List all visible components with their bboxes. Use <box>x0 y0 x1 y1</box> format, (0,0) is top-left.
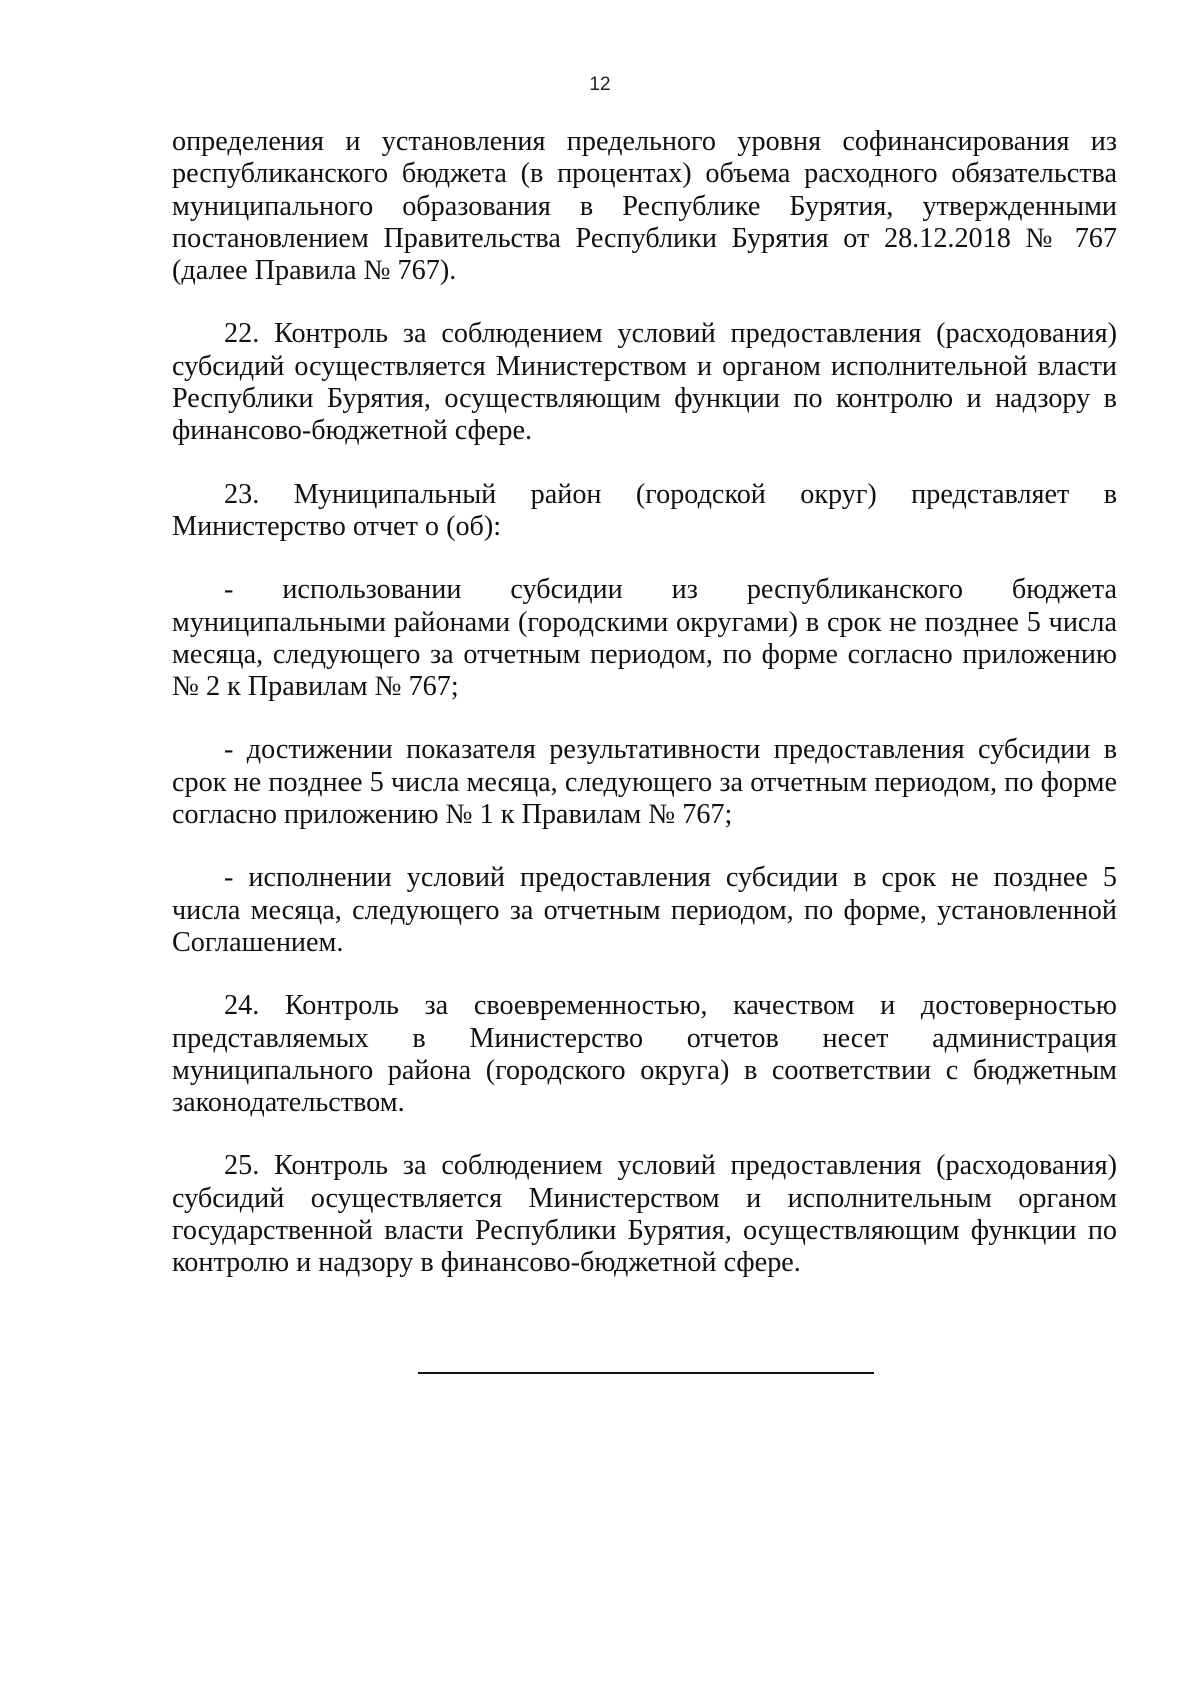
paragraph-item-22: 22. Контроль за соблюдением условий предоставления (расходования) субсидий осуществляется Министерством и органом исполнительной власти Республики Бурятия, осуществляющим функции по контролю и надзору в финансово-бюджетной сфере. <box>172 318 1117 447</box>
paragraph-continuation: определения и установления предельного уровня софинансирования из республиканского бюджета (в процентах) объема расходного обязательства муниципального образования в Республике Бурятия, утвержденными постановлением Правительства Республики Бурятия от 28.12.2018 № 767 (далее Правила № 767). <box>172 126 1117 287</box>
page-number: 12 <box>589 74 611 95</box>
paragraph-item-23: 23. Муниципальный район (городской округ) представляет в Министерство отчет о (об): <box>172 478 1117 542</box>
list-item-report-conditions-fulfillment: - исполнении условий предоставления субсидии в срок не позднее 5 числа месяца, следующего за отчетным периодом, по форме, установленной Соглашением. <box>172 862 1117 958</box>
paragraph-item-24: 24. Контроль за своевременностью, качеством и достоверностью представляемых в Министерство отчетов несет администрация муниципального района (городского округа) в соответствии с бюджетным законодательством. <box>172 990 1117 1119</box>
paragraph-item-25: 25. Контроль за соблюдением условий предоставления (расходования) субсидий осуществляется Министерством и исполнительным органом государственной власти Республики Бурятия, осуществляющим функции по контролю и надзору в финансово-бюджетной сфере. <box>172 1150 1117 1279</box>
closing-divider-line <box>418 1372 874 1374</box>
document-body <box>172 126 1117 1311</box>
list-item-report-subsidy-use: - использовании субсидии из республиканского бюджета муниципальными районами (городскими округами) в срок не позднее 5 числа месяца, следующего за отчетным периодом, по форме согласно приложению № 2 к Правилам № 767; <box>172 574 1117 703</box>
list-item-report-performance-indicator: - достижении показателя результативности предоставления субсидии в срок не позднее 5 числа месяца, следующего за отчетным периодом, по форме согласно приложению № 1 к Правилам № 767; <box>172 734 1117 831</box>
